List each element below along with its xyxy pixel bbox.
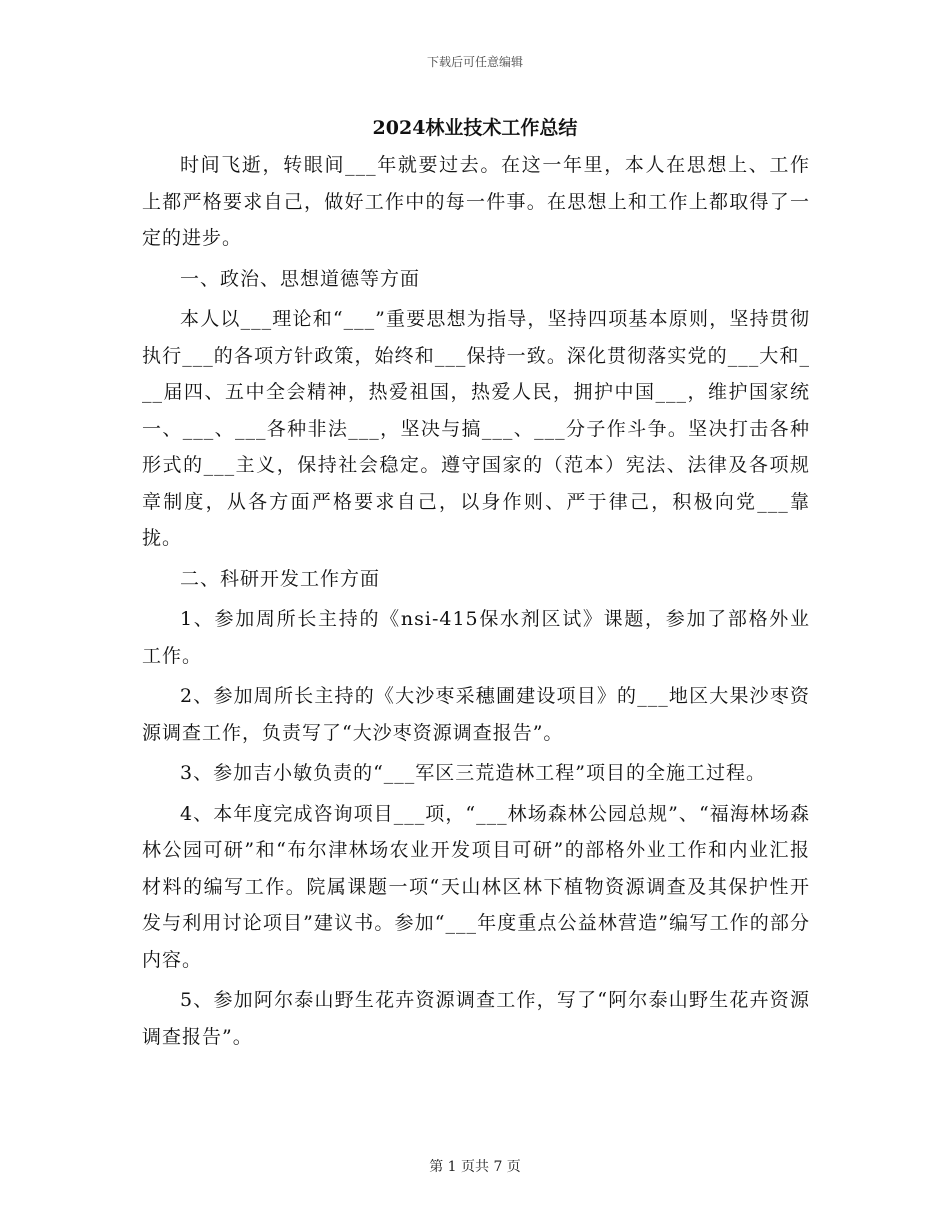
section-heading-politics: 一、政治、思想道德等方面 <box>180 267 421 290</box>
list-item-research-5: 5、参加阿尔泰山野生花卉资源调查工作，写了“阿尔泰山野生花卉资源调查报告”。 <box>142 989 810 1048</box>
section-heading-research: 二、科研开发工作方面 <box>180 567 381 590</box>
list-item-research-1: 1、参加周所长主持的《nsi-415保水剂区试》课题，参加了部格外业工作。 <box>142 608 810 667</box>
paragraph-politics: 本人以___理论和“___”重要思想为指导，坚持四项基本原则，坚持贯彻执行___的各项方针政策，始终和___保持一致。深化贯彻落实党的___大和___届四、五中全会精神，热爱祖国，热爱人民，拥护中国___，维护国家统一、___、___各种非法___，坚决与搞___、___分子作斗争。坚决打击各种形式的___主义，保持社会稳定。遵守国家的（范本）宪法、法律及各项规章制度，从各方面严格要求自己，以身作则、严于律己，积极向党___靠拢。 <box>142 308 810 549</box>
list-item-research-4: 4、本年度完成咨询项目___项，“___林场森林公园总规”、“福海林场森林公园可研”和“布尔津林场农业开发项目可研”的部格外业工作和内业汇报材料的编写工作。院属课题一项“天山林区林下植物资源调查及其保护性开发与利用讨论项目”建议书。参加“___年度重点公益林营造”编写工作的部分内容。 <box>142 802 810 971</box>
page-number: 第 1 页共 7 页 <box>429 1159 521 1175</box>
list-item-research-3: 3、参加吉小敏负责的“___军区三荒造林工程”项目的全施工过程。 <box>180 762 767 784</box>
list-item-research-2: 2、参加周所长主持的《大沙枣采穗圃建设项目》的___地区大果沙枣资源调查工作，负责写了“大沙枣资源调查报告”。 <box>142 685 810 744</box>
paragraph-intro: 时间飞逝，转眼间___年就要过去。在这一年里，本人在思想上、工作上都严格要求自己，做好工作中的每一件事。在思想上和工作上都取得了一定的进步。 <box>142 154 810 249</box>
header-note: 下载后可任意编辑 <box>426 55 523 69</box>
document-body <box>142 147 810 1055</box>
document-title: 2024林业技术工作总结 <box>372 117 578 139</box>
